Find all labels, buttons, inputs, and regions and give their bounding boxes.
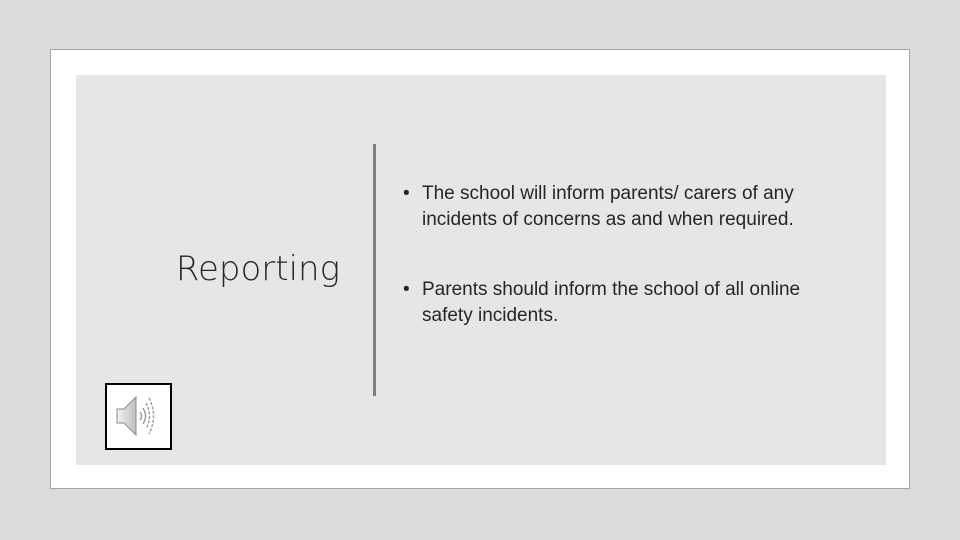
audio-button[interactable] [105, 383, 172, 450]
speaker-icon [107, 385, 170, 448]
list-item [403, 181, 843, 233]
bullet-list [403, 181, 843, 373]
slide-title: Reporting [175, 249, 340, 289]
list-item [403, 277, 843, 329]
bullet-text: Parents should inform the school of all online safety incidents. [422, 279, 801, 326]
vertical-divider [373, 144, 376, 396]
bullet-marker: • [403, 183, 410, 204]
bullet-marker: • [403, 279, 410, 300]
bullet-text: The school will inform parents/ carers of any incidents of concerns as and when required. [422, 183, 794, 230]
